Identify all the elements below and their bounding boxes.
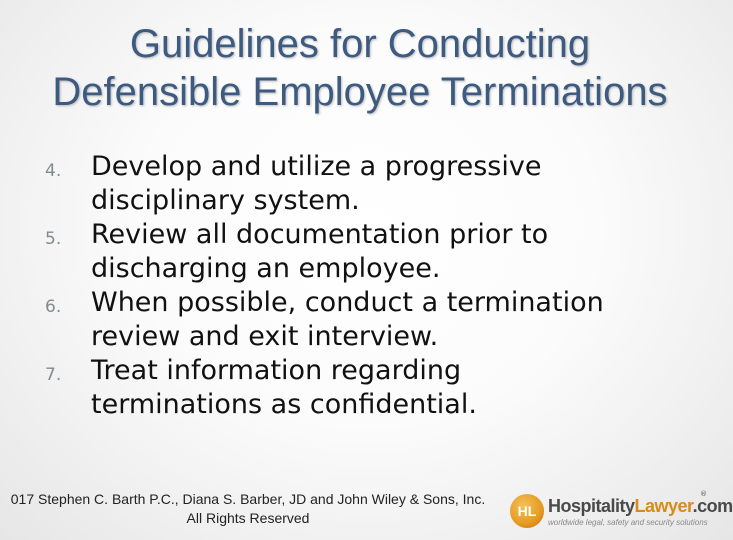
list-item [40, 286, 690, 354]
logo-brand-part-1: Hospitality [548, 496, 635, 516]
copyright-line-1: 017 Stephen C. Barth P.C., Diana S. Barber, JD and John Wiley & Sons, Inc. [10, 491, 486, 507]
registered-mark: ® [700, 490, 707, 498]
list-item [40, 150, 690, 218]
logo-tagline: worldwide legal, safety and security solutions [548, 518, 708, 527]
copyright-line-2: All Rights Reserved [186, 510, 310, 526]
logo-brand-part-2: Lawyer [634, 496, 693, 516]
list-item [40, 354, 690, 422]
guidelines-list [40, 150, 690, 422]
list-item [40, 218, 690, 286]
list-item-number: 7. [45, 365, 62, 385]
list-item-number: 6. [45, 297, 62, 317]
slide-title [0, 20, 720, 116]
hospitality-lawyer-logo [510, 490, 733, 532]
list-item-text-line: disciplinary system. [91, 185, 360, 216]
list-item-text-line: Develop and utilize a progressive [91, 151, 542, 182]
list-item-number: 5. [45, 229, 62, 249]
list-item-text-line: terminations as confidential. [91, 389, 477, 420]
list-item-text-line: review and exit interview. [91, 321, 439, 352]
logo-brand-text [548, 496, 733, 517]
slide-title-line-1: Guidelines for Conducting [129, 22, 591, 66]
logo-brand-part-3: .com [692, 496, 733, 516]
copyright-footer [0, 490, 508, 528]
list-item-number: 4. [45, 161, 62, 181]
slide-title-line-2: Defensible Employee Terminations [52, 70, 668, 114]
list-item-text-line: discharging an employee. [91, 253, 441, 284]
hl-badge-icon: HL [510, 494, 544, 528]
list-item-text-line: Review all documentation prior to [91, 219, 549, 250]
list-item-text-line: When possible, conduct a termination [91, 287, 604, 318]
list-item-text-line: Treat information regarding [91, 355, 462, 386]
